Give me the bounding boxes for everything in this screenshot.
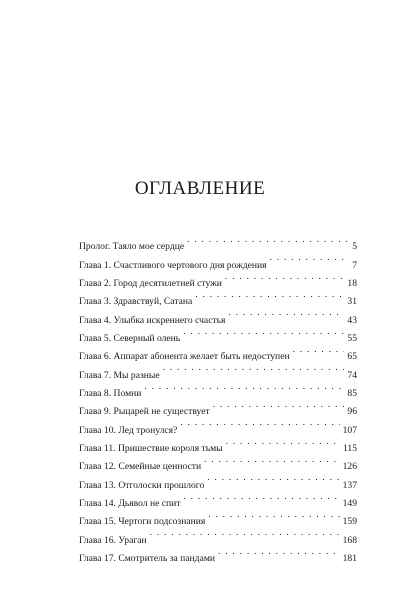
dot-leader (293, 341, 345, 359)
toc-entry-title: Глава 4. Улыбка искреннего счастья (79, 314, 226, 326)
toc-entry-title: Глава 10. Лед тронулся? (79, 424, 178, 436)
toc-entry-title: Глава 17. Смотритель за пандами (79, 552, 216, 564)
dot-leader (213, 396, 345, 414)
toc-entry-title: Глава 1. Счастливого чертового дня рождения (79, 259, 267, 271)
toc-entry-title: Глава 9. Рыцарей не существует (79, 406, 210, 418)
dot-leader (207, 469, 339, 487)
table-of-contents (79, 231, 357, 564)
toc-entry-title: Глава 8. Помни (79, 387, 142, 399)
dot-leader (204, 451, 340, 469)
toc-entry-page: 137 (342, 479, 357, 491)
toc-entry-title: Глава 12. Семейные ценности (79, 461, 202, 473)
toc-entry-page: 85 (347, 387, 357, 399)
toc-entry-page: 181 (342, 552, 357, 564)
toc-entry-page: 55 (347, 332, 357, 344)
dot-leader (195, 286, 344, 304)
dot-leader (150, 524, 340, 542)
toc-entry-page: 74 (347, 369, 357, 381)
toc-entry-title: Глава 13. Отголоски прошлого (79, 479, 205, 491)
toc-entry-page: 7 (352, 259, 357, 271)
toc-entry-page: 126 (342, 461, 357, 473)
toc-entry-page: 159 (342, 516, 357, 528)
toc-entry-page: 107 (342, 424, 357, 436)
toc-entry-title: Глава 2. Город десятилетней стужи (79, 277, 222, 289)
toc-entry (79, 231, 357, 253)
dot-leader (183, 488, 339, 506)
dot-leader (228, 304, 344, 322)
dot-leader (218, 543, 340, 561)
toc-entry-title: Глава 11. Пришествие короля тьмы (79, 442, 223, 454)
toc-entry-page: 96 (347, 406, 357, 418)
toc-entry-title: Глава 16. Ураган (79, 534, 147, 546)
dot-leader (180, 414, 339, 432)
toc-entry-page: 18 (347, 277, 357, 289)
toc-entry-page: 168 (342, 534, 357, 546)
dot-leader (163, 359, 345, 377)
dot-leader (225, 268, 344, 286)
toc-entry-title: Глава 14. Дьявол не спит (79, 497, 181, 509)
toc-entry-title: Глава 5. Северный олень (79, 332, 181, 344)
toc-entry-page: 65 (347, 351, 357, 363)
toc-entry-page: 43 (347, 314, 357, 326)
toc-entry-page: 5 (352, 241, 357, 253)
dot-leader (183, 323, 344, 341)
toc-entry-title: Глава 15. Чертоги подсознания (79, 516, 206, 528)
toc-entry-page: 115 (342, 442, 357, 454)
dot-leader (226, 433, 340, 451)
dot-leader (187, 231, 349, 249)
dot-leader (208, 506, 339, 524)
toc-entry-title: Глава 6. Аппарат абонента желает быть недоступен (79, 351, 290, 363)
page-title: ОГЛАВЛЕНИЕ (134, 178, 266, 199)
toc-entry-title: Пролог. Таяло мое сердце (79, 241, 185, 253)
toc-entry-page: 149 (342, 497, 357, 509)
dot-leader (270, 249, 350, 267)
dot-leader (144, 378, 344, 396)
toc-entry-title: Глава 3. Здравствуй, Сатана (79, 296, 193, 308)
toc-entry-page: 31 (347, 296, 357, 308)
toc-entry-title: Глава 7. Мы разные (79, 369, 160, 381)
